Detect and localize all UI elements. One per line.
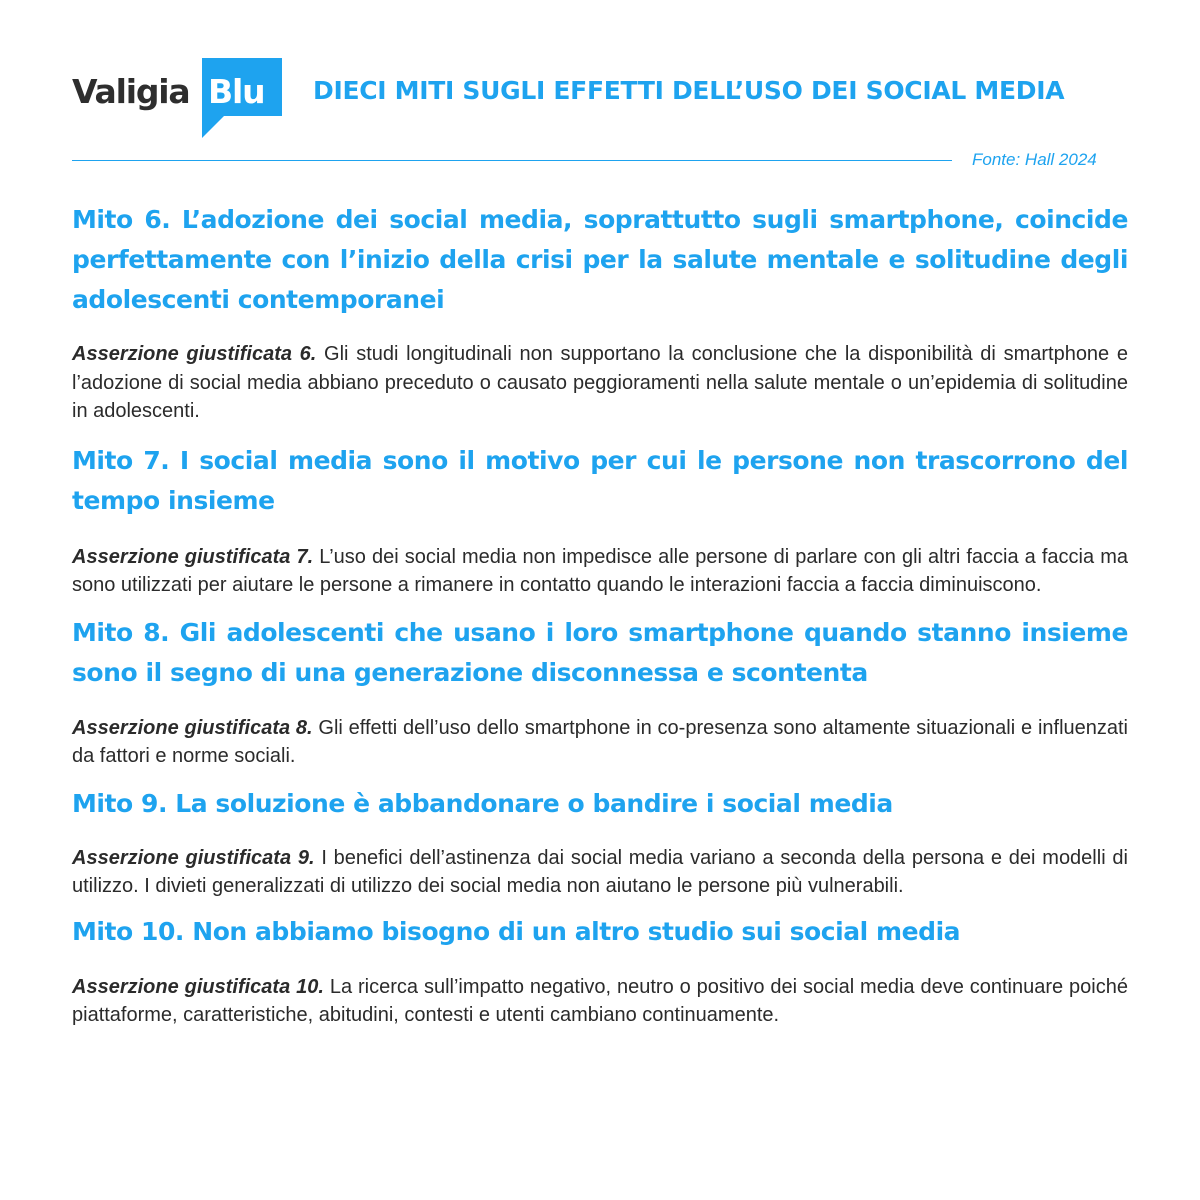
myth-6-claim — [72, 340, 1128, 426]
myth-10-claim-text: La ricerca sull’impatto negativo, neutro o positivo dei social media deve continuare poiché piattaforme, caratteristiche, abitudini, contesti e utenti cambiano continuamente. — [72, 975, 1128, 1026]
header-divider — [72, 160, 952, 161]
myth-8-claim-text: Gli effetti dell’uso dello smartphone in co-presenza sono altamente situazionali e influenzati da fattori e norme sociali. — [72, 716, 1128, 767]
myth-6-claim-label: Asserzione giustificata 6. — [72, 343, 317, 365]
myth-9-claim — [72, 844, 1128, 901]
myth-7-claim-label: Asserzione giustificata 7. — [72, 545, 314, 568]
myth-7-claim — [72, 543, 1128, 600]
header — [72, 58, 1132, 140]
page-title: DIECI MITI SUGLI EFFETTI DELL’USO DEI SOCIAL MEDIA — [313, 76, 1065, 105]
myth-9-claim-label: Asserzione giustificata 9. — [72, 846, 315, 869]
myth-6-claim-text: Gli studi longitudinali non supportano la conclusione che la disponibilità di smartphone e l’adozione di social media abbiano preceduto o causato peggioramenti nella salute mentale o un’epidemia di solitudine in adolescenti. — [72, 343, 1129, 422]
myths-list — [72, 200, 1128, 1030]
logo-speech-bubble-tail — [202, 116, 224, 138]
valigia-blu-logo — [72, 58, 284, 140]
myth-7-title: Mito 7. I social media sono il motivo per cui le persone non trascorrono del tempo insieme — [72, 445, 1128, 515]
logo-text-valigia: Valigia — [72, 72, 190, 111]
myth-9-claim-text: I benefici dell’astinenza dai social media variano a seconda della persona e dei modelli di utilizzo. I divieti generalizzati di utilizzo dei social media non aiutano le persone più vulnerabili. — [72, 846, 1128, 897]
myth-8-title: Mito 8. Gli adolescenti che usano i loro smartphone quando stanno insieme sono il segno di una generazione disconnessa e scontenta — [72, 617, 1128, 687]
myth-10-claim-label: Asserzione giustificata 10. — [72, 975, 324, 998]
myth-8-claim-label: Asserzione giustificata 8. — [72, 716, 313, 739]
myth-10-claim — [72, 973, 1128, 1030]
logo-text-blu: Blu — [208, 72, 265, 111]
myth-10-title: Mito 10. Non abbiamo bisogno di un altro studio sui social media — [72, 916, 961, 946]
source-citation: Fonte: Hall 2024 — [972, 150, 1097, 169]
myth-7-claim-text: L’uso dei social media non impedisce alle persone di parlare con gli altri faccia a faccia ma sono utilizzati per aiutare le persone a rimanere in contatto quando le interazioni faccia a faccia diminuiscono. — [72, 545, 1128, 596]
myth-9-title: Mito 9. La soluzione è abbandonare o bandire i social media — [72, 788, 893, 818]
myth-8-claim — [72, 714, 1128, 771]
myth-6-title: Mito 6. L’adozione dei social media, soprattutto sugli smartphone, coincide perfettamente con l’inizio della crisi per la salute mentale e solitudine degli adolescenti contemporanei — [72, 205, 1128, 314]
